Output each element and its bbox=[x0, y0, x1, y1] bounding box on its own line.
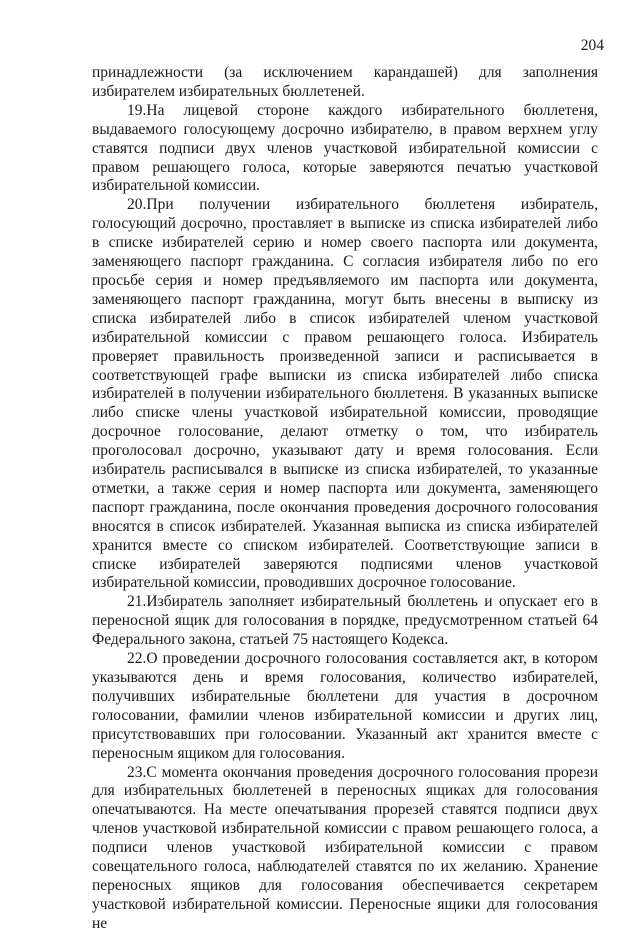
paragraph: 22.О проведении досрочного голосования составляется акт, в котором указываются день и время голосования, количество избирателей, получивших избирательные бюллетени для участия в досрочном голосовании, фамилии членов избирательной комиссии и других лиц, присутствовавших при голосовании. Указанный акт хранится вместе с переносным ящиком для голосования. bbox=[92, 650, 598, 762]
paragraph: принадлежности (за исключением карандашей) для заполнения избирателем избирательных бюллетеней. bbox=[92, 64, 598, 100]
paragraph: 21.Избиратель заполняет избирательный бюллетень и опускает его в переносной ящик для голосования в порядке, предусмотренном статьей 64 Федерального закона, статьей 75 настоящего Кодекса. bbox=[92, 593, 598, 649]
paragraph: 19.На лицевой стороне каждого избирательного бюллетеня, выдаваемого голосующему досрочно избирателю, в правом верхнем углу ставятся подписи двух членов участковой избирательной комиссии с правом решающего голоса, которые заверяются печатью участковой избирательной комиссии. bbox=[92, 101, 598, 195]
document-body bbox=[92, 64, 598, 934]
paragraph: 20.При получении избирательного бюллетеня избиратель, голосующий досрочно, проставляет в выписке из списка избирателей либо в списке избирателей серию и номер своего паспорта или документа, заменяющего паспорт гражданина. С согласия избирателя либо по его просьбе серия и номер предъявляемого им паспорта или документа, заменяющего паспорт гражданина, могут быть внесены в выписку из списка избирателей либо в список избирателей членом участковой избирательной комиссии с правом решающего голоса. Избиратель проверяет правильность произведенной записи и расписывается в соответствующей графе выписки из списка избирателей либо списка избирателей в получении избирательного бюллетеня. В указанных выписке либо списке члены участковой избирательной комиссии, проводящие досрочное голосование, делают отметку о том, что избиратель проголосовал досрочно, указывают дату и время голосования. Если избиратель расписывался в выписке из списка избирателей, то указанные отметки, а также серия и номер паспорта или документа, заменяющего паспорт гражданина, после окончания проведения досрочного голосования вносятся в список избирателей. Указанная выписка из списка избирателей хранится вместе со списком избирателей. Соответствующие записи в списке избирателей заверяются подписями членов участковой избирательной комиссии, проводивших досрочное голосование. bbox=[92, 196, 598, 592]
page-number: 204 bbox=[580, 37, 604, 54]
paragraph: 23.С момента окончания проведения досрочного голосования прорези для избирательных бюллетеней в переносных ящиках для голосования опечатываются. На месте опечатывания прорезей ставятся подписи двух членов участковой избирательной комиссии с правом решающего голоса, а подписи членов участковой избирательной комиссии с правом совещательного голоса, наблюдателей ставятся по их желанию. Хранение переносных ящиков для голосования обеспечивается секретарем участковой избирательной комиссии. Переносные ящики для голосования не bbox=[92, 763, 598, 932]
